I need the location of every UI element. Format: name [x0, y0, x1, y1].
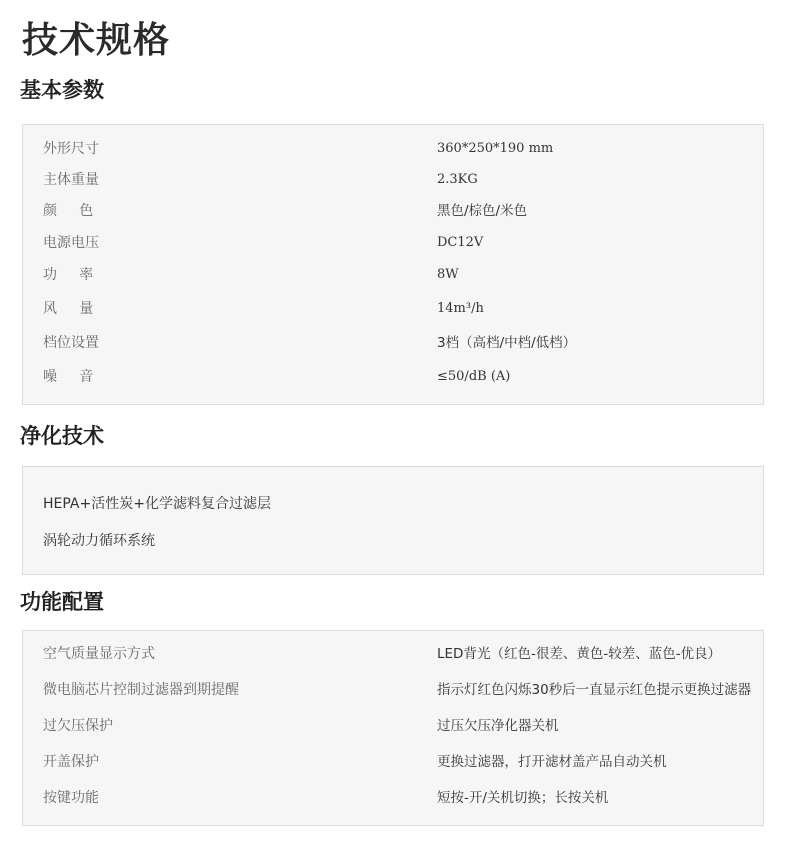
spec-row-voltage	[23, 231, 763, 255]
spec-row-color	[23, 199, 763, 223]
spec-label: 风 量	[43, 301, 94, 317]
feature-label: 空气质量显示方式	[43, 646, 155, 662]
spec-label: 档位设置	[43, 335, 99, 351]
spec-label: 电源电压	[43, 235, 99, 251]
spec-value: 14m³/h	[437, 301, 484, 316]
spec-label: 功 率	[43, 267, 94, 283]
feature-value: 短按-开/关机切换；长按关机	[437, 790, 609, 806]
features-panel	[22, 630, 764, 826]
section-title-features: 功能配置	[20, 590, 104, 614]
spec-label: 噪 音	[43, 369, 94, 385]
feature-label: 开盖保护	[43, 754, 99, 770]
feature-row-voltage-protection	[23, 714, 763, 738]
spec-value: 360*250*190 mm	[437, 141, 554, 156]
spec-label: 外形尺寸	[43, 141, 99, 157]
spec-value: 2.3KG	[437, 172, 478, 187]
spec-row-gear	[23, 331, 763, 355]
spec-value: ≤50/dB (A)	[437, 369, 511, 384]
purification-panel	[22, 466, 764, 575]
feature-row-filter-reminder	[23, 678, 763, 702]
spec-row-weight	[23, 168, 763, 192]
feature-label: 过欠压保护	[43, 718, 113, 734]
purification-item: 涡轮动力循环系统	[43, 533, 155, 549]
feature-label: 微电脑芯片控制过滤器到期提醒	[43, 682, 239, 698]
feature-row-lid-protection	[23, 750, 763, 774]
spec-row-noise	[23, 365, 763, 389]
section-title-basic: 基本参数	[20, 78, 104, 102]
spec-value: 黑色/棕色/米色	[437, 203, 528, 219]
spec-row-power	[23, 263, 763, 287]
feature-row-air-quality	[23, 642, 763, 666]
purification-item: HEPA+活性炭+化学滤料复合过滤层	[43, 496, 271, 512]
feature-value: LED背光（红色-很差、黄色-较差、蓝色-优良）	[437, 646, 722, 662]
spec-row-size	[23, 137, 763, 161]
spec-value: 8W	[437, 267, 459, 282]
feature-value: 指示灯红色闪烁30秒后一直显示红色提示更换过滤器	[437, 682, 752, 698]
spec-value: DC12V	[437, 235, 484, 250]
spec-label: 颜 色	[43, 203, 94, 219]
page-title: 技术规格	[22, 20, 171, 61]
feature-value: 过压欠压净化器关机	[437, 718, 559, 734]
spec-label: 主体重量	[43, 172, 99, 188]
feature-value: 更换过滤器，打开滤材盖产品自动关机	[437, 754, 667, 770]
section-title-purification: 净化技术	[20, 424, 104, 448]
feature-label: 按键功能	[43, 790, 99, 806]
feature-row-button	[23, 786, 763, 810]
spec-value: 3档（高档/中档/低档）	[437, 335, 577, 351]
spec-row-airflow	[23, 297, 763, 321]
basic-params-panel	[22, 124, 764, 405]
